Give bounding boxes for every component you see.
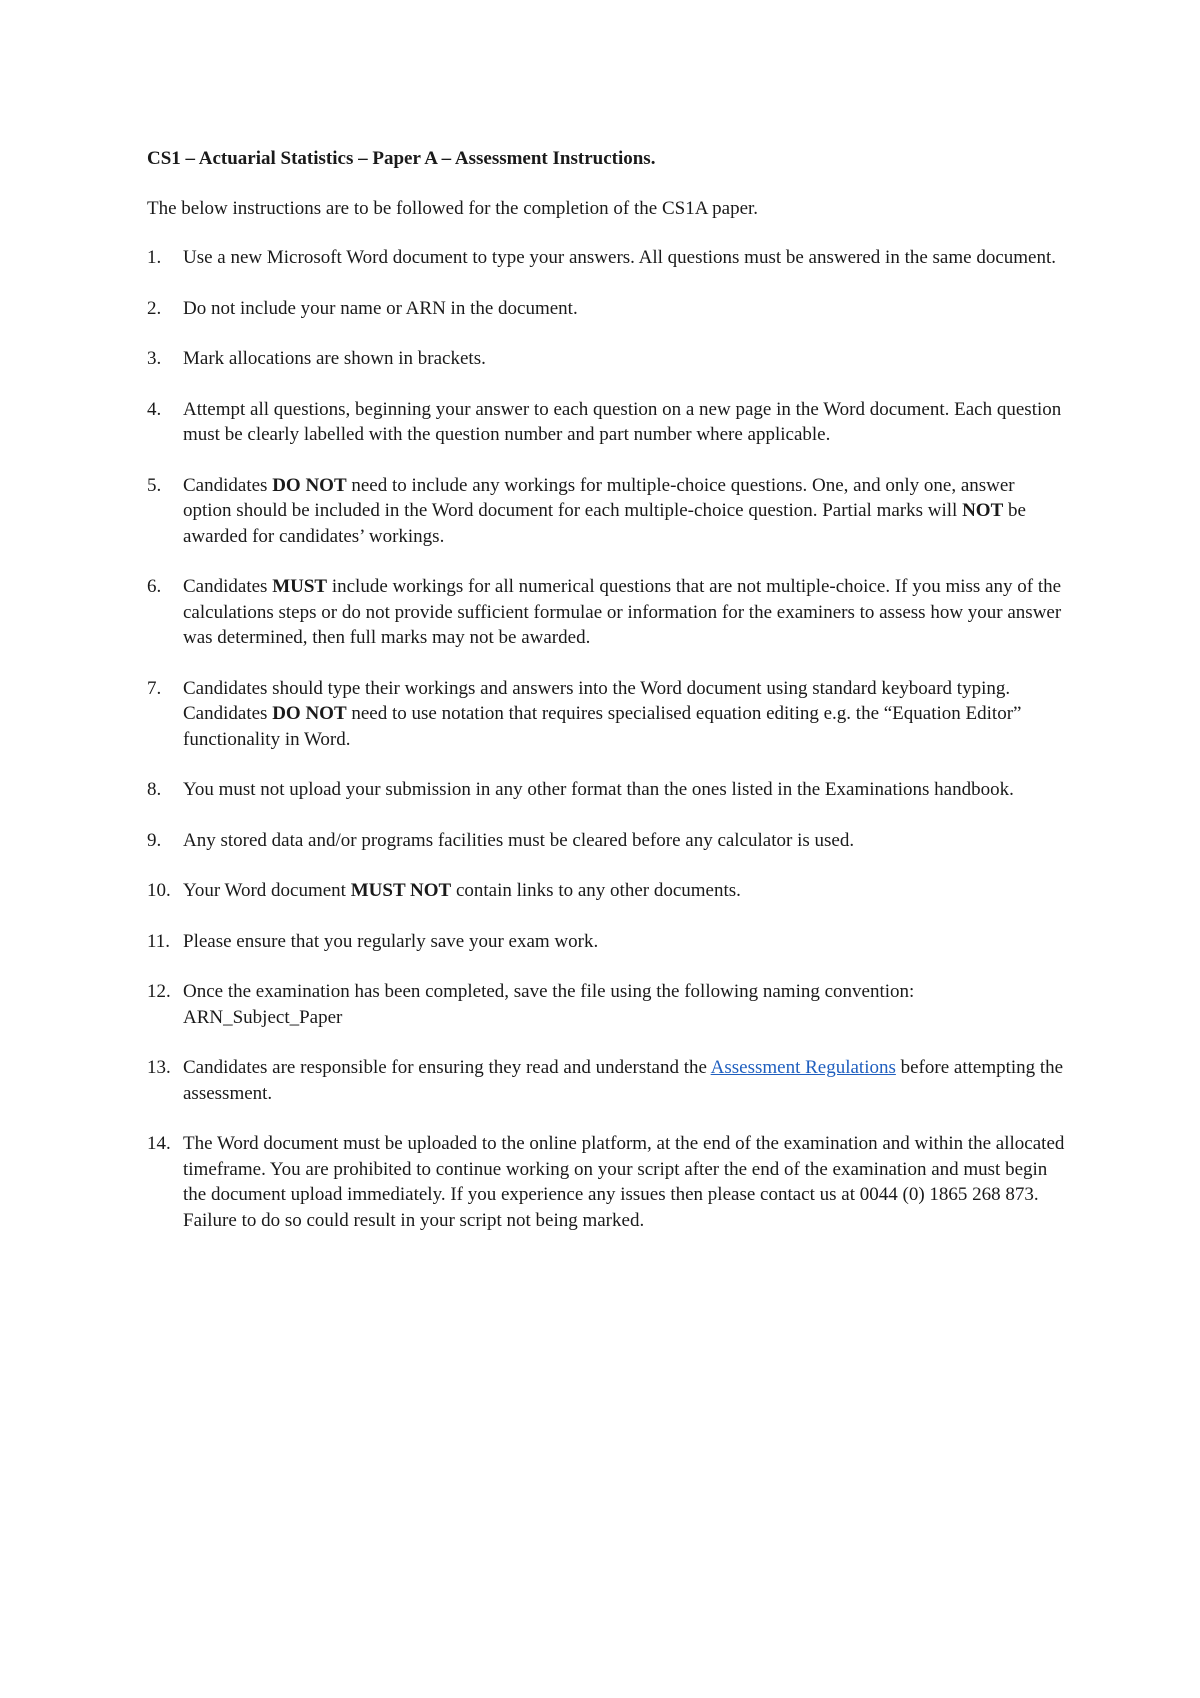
- item-text: [183, 576, 1061, 648]
- item-number: 9.: [147, 829, 162, 851]
- emphasis-must-not: MUST NOT: [350, 880, 452, 901]
- instruction-item-2: [147, 296, 1067, 322]
- text-segment: include workings for all numerical questions that are not multiple-choice. If you miss any of the calculations steps or do not provide sufficient formulae or information for the examiners to assess how your answer was determined, then full marks may not be awarded.: [183, 576, 1062, 648]
- item-text: [183, 1057, 1063, 1104]
- intro-paragraph: The below instructions are to be followed for the completion of the CS1A paper.: [147, 197, 759, 219]
- text-segment: need to include any workings for multiple-choice questions. One, and only one, answer option should be included in the Word document for each multiple-choice question. Partial marks will: [183, 474, 1015, 521]
- instruction-item-10: [147, 878, 1067, 904]
- instructions-list: [147, 245, 1067, 1233]
- item-text: Do not include your name or ARN in the document.: [183, 297, 578, 319]
- item-text: Any stored data and/or programs facilities must be cleared before any calculator is used.: [183, 829, 855, 851]
- item-text: Attempt all questions, beginning your answer to each question on a new page in the Word document. Each question must be clearly labelled with the question number and part number where applicable.: [183, 398, 1062, 445]
- item-number: 13.: [147, 1057, 171, 1078]
- item-number: 7.: [147, 677, 162, 699]
- item-text: Mark allocations are shown in brackets.: [183, 348, 486, 369]
- instruction-item-14: [147, 1131, 1067, 1233]
- item-number: 12.: [147, 981, 171, 1002]
- item-number: 6.: [147, 576, 162, 597]
- item-number: 14.: [147, 1133, 171, 1154]
- text-segment: before attempting the assessment.: [183, 1057, 1064, 1104]
- text-segment: Candidates should type their workings and answers into the Word document using standard keyboard typing. Candidates: [183, 677, 1011, 724]
- text-segment: be awarded for candidates’ workings.: [183, 500, 1026, 547]
- instruction-item-8: [147, 777, 1067, 803]
- instruction-item-7: [147, 676, 1067, 753]
- emphasis-do-not: DO NOT: [272, 703, 347, 724]
- document-page: [147, 146, 1067, 1258]
- item-number: 8.: [147, 779, 162, 800]
- text-segment: Candidates: [183, 576, 273, 597]
- emphasis-do-not: DO NOT: [272, 474, 347, 496]
- item-number: 5.: [147, 474, 162, 496]
- text-segment: Candidates: [183, 474, 273, 496]
- text-segment: need to use notation that requires specialised equation editing e.g. the “Equation Editor” functionality in Word.: [183, 703, 1022, 750]
- emphasis-not: NOT: [962, 500, 1004, 521]
- instruction-item-13: [147, 1055, 1067, 1106]
- emphasis-must: MUST: [272, 576, 328, 597]
- text-segment: Candidates are responsible for ensuring they read and understand the: [183, 1057, 711, 1078]
- item-text: You must not upload your submission in any other format than the ones listed in the Examinations handbook.: [183, 779, 1014, 800]
- item-number: 2.: [147, 297, 162, 319]
- instruction-item-5: [147, 473, 1067, 550]
- item-text: The Word document must be uploaded to the online platform, at the end of the examination and within the allocated timeframe. You are prohibited to continue working on your script after the end of the examination and must begin the document upload immediately. If you experience any issues then please contact us at 0044 (0) 1865 268 873. Failure to do so could result in your script not being marked.: [183, 1133, 1065, 1231]
- instruction-item-6: [147, 574, 1067, 651]
- item-number: 3.: [147, 348, 162, 369]
- document-title: CS1 – Actuarial Statistics – Paper A – Assessment Instructions.: [147, 148, 656, 169]
- assessment-regulations-link[interactable]: Assessment Regulations: [710, 1057, 896, 1078]
- instruction-item-12: [147, 979, 1067, 1030]
- item-text: [183, 678, 1021, 750]
- item-text: Use a new Microsoft Word document to type your answers. All questions must be answered in the same document.: [183, 247, 1056, 268]
- item-text: Once the examination has been completed, save the file using the following naming convention: ARN_Subject_Paper: [183, 981, 915, 1028]
- instruction-item-9: [147, 828, 1067, 854]
- item-number: 1.: [147, 247, 162, 268]
- instruction-item-1: [147, 245, 1067, 271]
- text-segment: Your Word document: [183, 880, 351, 901]
- instruction-item-3: [147, 346, 1067, 372]
- item-number: 11.: [147, 930, 171, 952]
- item-number: 4.: [147, 398, 162, 420]
- instruction-item-11: [147, 929, 1067, 955]
- item-text: [183, 475, 1026, 547]
- instruction-item-4: [147, 397, 1067, 448]
- item-text: [183, 880, 741, 901]
- text-segment: contain links to any other documents.: [451, 880, 741, 901]
- item-number: 10.: [147, 880, 171, 901]
- item-text: Please ensure that you regularly save your exam work.: [183, 930, 599, 952]
